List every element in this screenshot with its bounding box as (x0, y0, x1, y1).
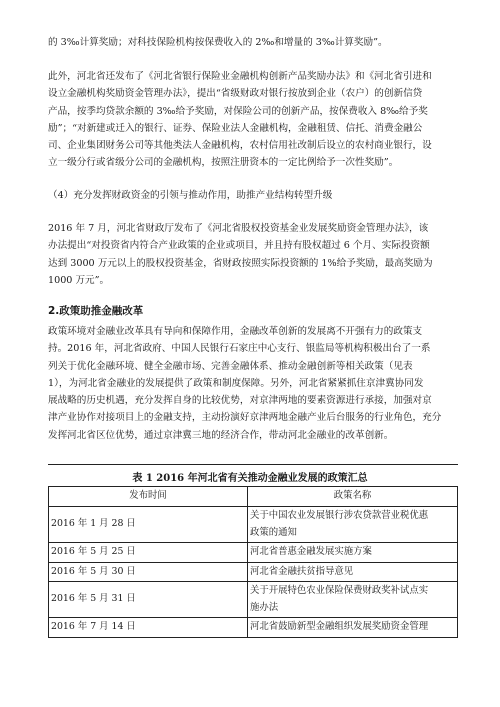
paragraph-line: （4）充分发挥财政资金的引领与推动作用，助推产业结构转型升级 (48, 190, 333, 201)
policy-table (48, 486, 458, 638)
table-cell-date: 2016 年 5 月 25 日 (49, 543, 248, 563)
table-cell-date: 2016 年 1 月 28 日 (49, 507, 248, 543)
table-cell-policy (248, 507, 458, 543)
paragraph-line: 励”；“对新建或迁入的银行、证券、保险业法人金融机构，金融租赁、信托、消费金融公 (48, 122, 423, 134)
table-cell-policy (248, 582, 458, 618)
table-row (49, 562, 458, 582)
table-row (49, 543, 458, 563)
paragraph-line: 的 3‰计算奖励；对科技保险机构按保费收入的 2‰和增量的 3‰计算奖励”。 (48, 37, 388, 48)
paragraph-line: 展战略的历史机遇，充分发挥自身的比较优势，对京津两地的要素资源进行承接，加强对京 (48, 395, 432, 407)
paragraph-line: 发挥河北省区位优势，通过京津冀三地的经济合作，带动河北金融业的改革创新。 (48, 429, 394, 441)
paragraph-line: 列关于优化金融环境、健全金融市场、完善金融体系、推动金融创新等相关政策（见表 (48, 360, 413, 372)
policy-line: 关于开展特色农业保险保费财政奖补试点实 (250, 585, 429, 596)
paragraph-line: 此外，河北省还发布了《河北省银行保险业金融机构创新产品奖励办法》和《河北省引进和 (48, 71, 432, 82)
column-header-date: 发布时间 (49, 487, 248, 507)
policy-line: 河北省鼓励新型金融组织发展奖励资金管理 (250, 621, 429, 632)
paragraph-line: 达到 3000 万元以上的股权投资基金，省财政按照实际投资额的 1%给予奖励，最高奖励为 (48, 257, 433, 269)
paragraph-3 (48, 187, 458, 204)
paragraph-line: 设立金融机构奖励资金管理办法》，提出“省级财政对银行按放到企业（农户）的创新信贷 (48, 88, 423, 100)
paragraph-line: 持。2016 年，河北省政府、中国人民银行石家庄中心支行、银监局等机构积极出台了一系 (48, 343, 431, 355)
table-row (49, 618, 458, 638)
paragraph-1 (48, 34, 458, 51)
paragraph-2 (48, 68, 458, 172)
paragraph-line: 政策环境对金融业改革具有导向和保障作用，金融改革创新的发展离不开强有力的政策支 (48, 326, 423, 337)
table-cell-date: 2016 年 5 月 31 日 (49, 582, 248, 618)
table-cell-policy (248, 543, 458, 563)
paragraph-line: 产品，按季均贷款余额的 3‰给予奖励，对保险公司的创新产品，按保费收入 8‰给予奖 (48, 105, 428, 117)
table-row (49, 582, 458, 618)
paragraph-line: 1000 万元”。 (48, 274, 110, 286)
paragraph-line: 1），为河北省金融业的发展提供了政策和制度保障。另外，河北省紧紧抓住京津冀协同发 (48, 377, 424, 389)
paragraph-line: 津产业协作对接项目上的金融支持，主动扮演好京津两地金融产业后台服务的行业角色，充分 (48, 412, 442, 424)
section-heading: 2.政策助推金融改革 (48, 305, 144, 317)
policy-line: 关于中国农业发展银行涉农贷款营业税优惠 (250, 510, 429, 521)
table-row (49, 507, 458, 543)
paragraph-line: 立一级分行或省级分公司的金融机构，按照注册资本的一定比例给予一次性奖励”。 (48, 157, 399, 169)
policy-line: 河北省金融扶贫指导意见 (250, 565, 354, 577)
paragraph-line: 司、企业集团财务公司等其他类法人金融机构，农村信用社改制后设立的农村商业银行，设 (48, 140, 432, 152)
policy-line: 河北省普惠金融发展实施方案 (250, 546, 372, 557)
table-cell-date: 2016 年 7 月 14 日 (49, 618, 248, 638)
paragraph-5 (48, 323, 458, 444)
table-top-rule (48, 464, 458, 465)
column-header-policy: 政策名称 (248, 487, 458, 507)
table-title: 表 1 2016 年河北省有关推动金融业发展的政策汇总 (132, 473, 368, 484)
policy-line: 政策的通知 (250, 526, 297, 538)
paragraph-line: 2016 年 7 月，河北省财政厅发布了《河北省股权投资基金业发展奖励资金管理办法》，该 (48, 223, 429, 234)
table-cell-policy (248, 618, 458, 638)
paragraph-line: 办法提出“对投资省内符合产业政策的企业或项目，并且持有股权超过 6 个月、实际投资额 (48, 240, 430, 252)
paragraph-4 (48, 220, 458, 289)
policy-line: 施办法 (250, 601, 279, 613)
table-header-row (49, 487, 458, 507)
table-cell-policy (248, 562, 458, 582)
table-cell-date: 2016 年 5 月 30 日 (49, 562, 248, 582)
